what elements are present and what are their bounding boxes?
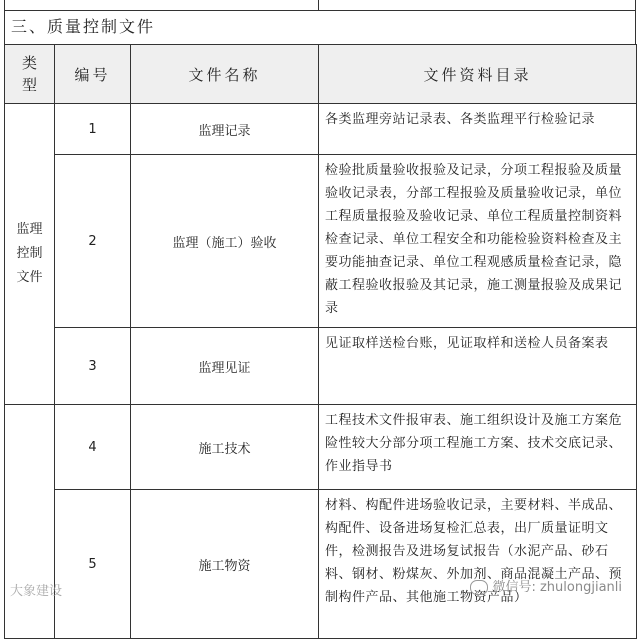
- quality-control-table: [4, 44, 637, 639]
- row-file-name: 施工技术: [131, 405, 319, 490]
- row-number: 3: [55, 328, 131, 405]
- row-catalog: 各类监理旁站记录表、各类监理平行检验记录: [319, 104, 637, 155]
- header-file-name: 文件名称: [131, 45, 319, 104]
- table-row: [5, 405, 637, 490]
- row-number: 5: [55, 490, 131, 639]
- header-number: 编号: [55, 45, 131, 104]
- row-number: 2: [55, 155, 131, 328]
- watermark-left: 大象建设: [10, 584, 63, 599]
- table-row: [5, 155, 637, 328]
- table-row: [5, 104, 637, 155]
- row-catalog: 见证取样送检台账，见证取样和送检人员备案表: [319, 328, 637, 405]
- section-title: 三、质量控制文件: [4, 10, 636, 44]
- row-number: 4: [55, 405, 131, 490]
- row-file-name: 监理见证: [131, 328, 319, 405]
- row-file-name: 监理记录: [131, 104, 319, 155]
- row-catalog: 工程技术文件报审表、施工组织设计及施工方案危险性较大分部分项工程施工方案、技术交底记录、作业指导书: [319, 405, 637, 490]
- header-catalog: 文件资料目录: [319, 45, 637, 104]
- top-strip: [0, 0, 640, 10]
- watermark-right: [470, 576, 622, 595]
- watermark-right-text: 微信号: zhulongjianli: [492, 580, 622, 595]
- row-number: 1: [55, 104, 131, 155]
- row-catalog: 检验批质量验收报验及记录，分项工程报验及质量验收记录表，分部工程报验及质量验收记录，单位工程质量报验及验收记录、单位工程质量控制资料检查记录、单位工程安全和功能检验资料检查及主要功能抽查记录、单位工程观感质量检查记录，隐蔽工程验收报验及其记录，施工测量报验及成果记录: [319, 155, 637, 328]
- category-cell: 监理控制文件: [5, 104, 55, 405]
- table-row: [5, 490, 637, 639]
- category-cell: [5, 405, 55, 639]
- row-file-name: 监理（施工）验收: [131, 155, 319, 328]
- row-file-name: 施工物资: [131, 490, 319, 639]
- table-row: [5, 328, 637, 405]
- row-catalog: 材料、构配件进场验收记录，主要材料、半成品、构配件、设备进场复检汇总表，出厂质量证明文件，检测报告及进场复试报告（水泥产品、砂石料、钢材、粉煤灰、外加剂、商品混凝土产品、预制构件产品、其他施工物资产品）: [319, 490, 637, 639]
- header-type: 类型: [5, 45, 55, 104]
- table-header-row: [5, 45, 637, 104]
- wechat-icon: [470, 580, 488, 595]
